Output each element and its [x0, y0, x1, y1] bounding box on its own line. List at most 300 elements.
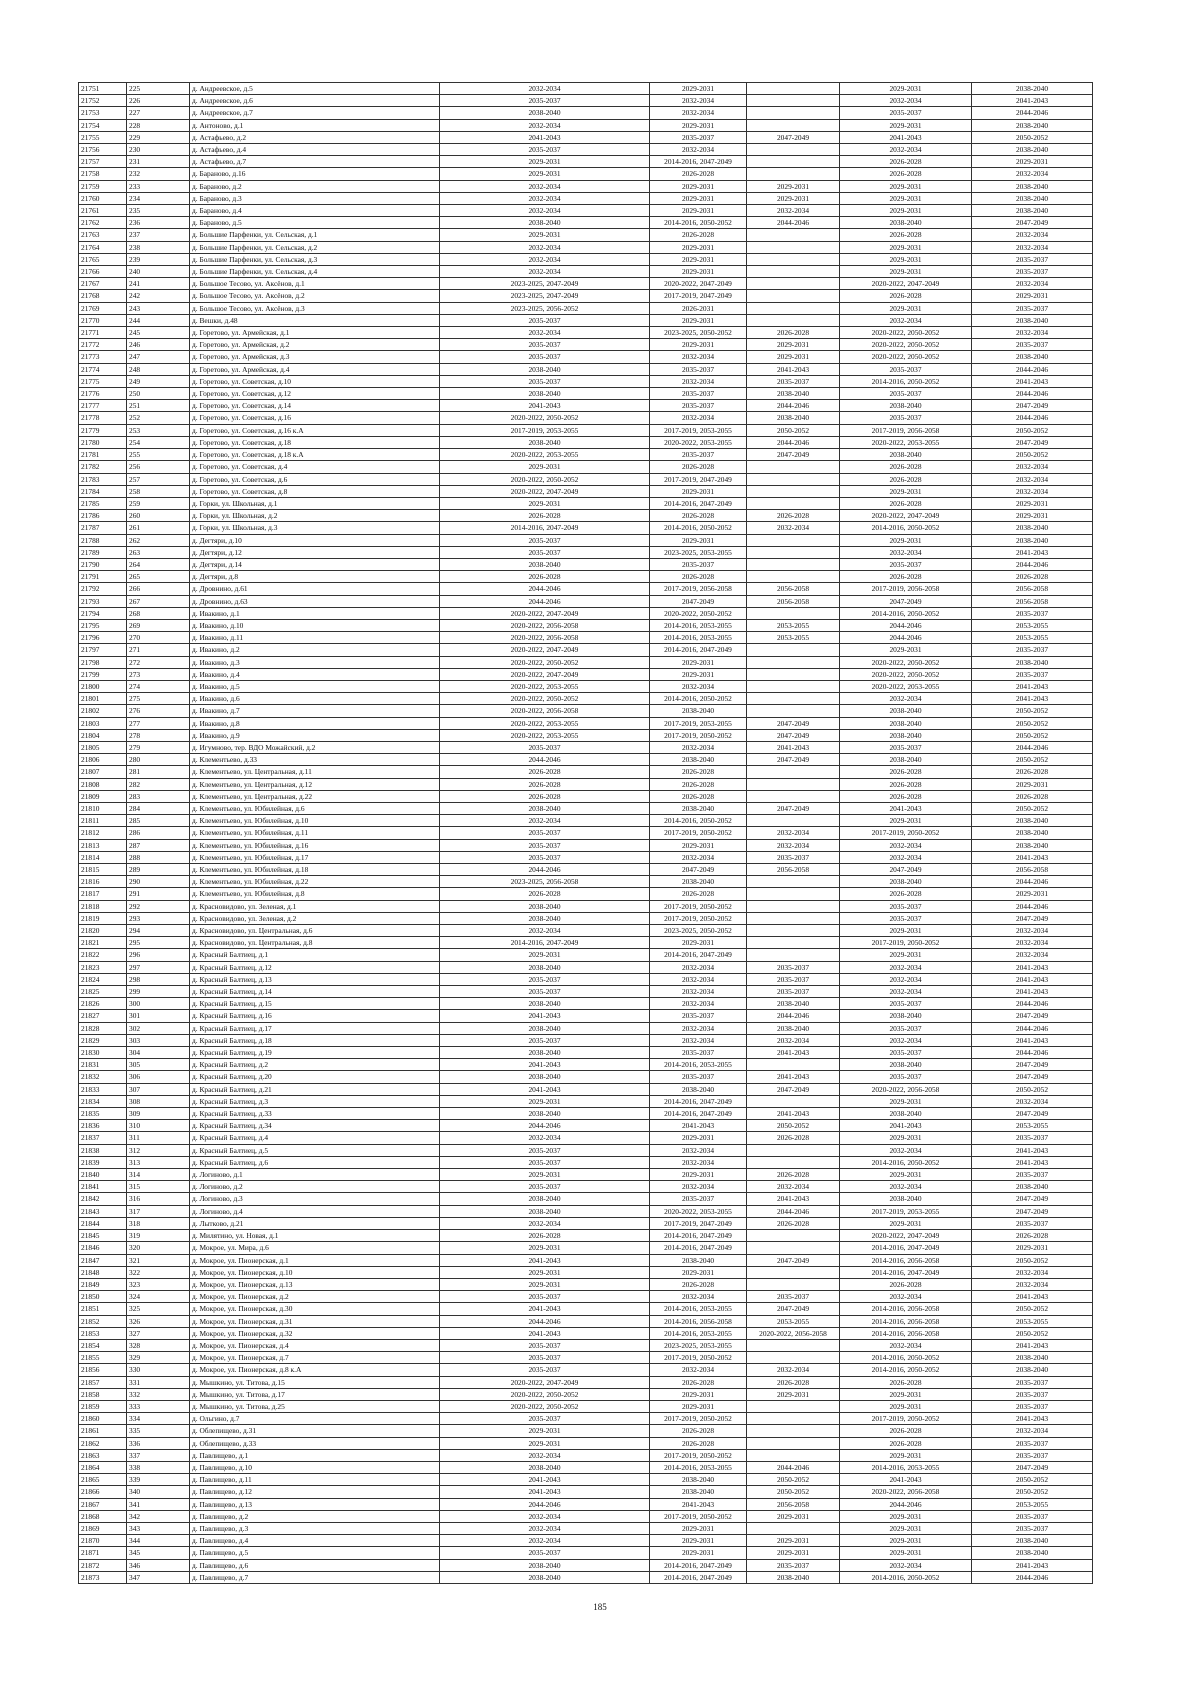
address-cell: д. Мокрое, ул. Пионерская, д.31	[190, 1315, 440, 1327]
row-number-cell: 21797	[79, 644, 127, 656]
period-3-cell: 2044-2046	[747, 217, 840, 229]
table-row	[79, 998, 1093, 1010]
row-number-cell: 21841	[79, 1181, 127, 1193]
row-number-cell: 21862	[79, 1437, 127, 1449]
period-5-cell: 2041-2043	[972, 680, 1093, 692]
address-cell: д. Горки, ул. Школьная, д.3	[190, 522, 440, 534]
period-1-cell: 2032-2034	[440, 192, 650, 204]
period-4-cell: 2032-2034	[840, 1144, 972, 1156]
period-5-cell: 2029-2031	[972, 510, 1093, 522]
table-row	[79, 1303, 1093, 1315]
period-2-cell: 2017-2019, 2047-2049	[650, 473, 747, 485]
period-4-cell: 2017-2019, 2050-2052	[840, 1413, 972, 1425]
period-4-cell: 2029-2031	[840, 302, 972, 314]
period-3-cell: 2026-2028	[747, 327, 840, 339]
period-5-cell: 2038-2040	[972, 839, 1093, 851]
row-number-cell: 21777	[79, 400, 127, 412]
period-4-cell: 2029-2031	[840, 644, 972, 656]
address-cell: д. Мокрое, ул. Пионерская, д.1	[190, 1254, 440, 1266]
period-5-cell: 2035-2037	[972, 1217, 1093, 1229]
period-3-cell: 2053-2055	[747, 1315, 840, 1327]
period-5-cell: 2041-2043	[972, 1339, 1093, 1351]
period-4-cell: 2032-2034	[840, 839, 972, 851]
period-2-cell: 2014-2016, 2047-2049	[650, 1108, 747, 1120]
period-3-cell: 2047-2049	[747, 1083, 840, 1095]
period-5-cell: 2050-2052	[972, 1254, 1093, 1266]
period-3-cell: 2044-2046	[747, 400, 840, 412]
period-4-cell: 2014-2016, 2050-2052	[840, 1364, 972, 1376]
table-row	[79, 400, 1093, 412]
period-4-cell: 2014-2016, 2050-2052	[840, 1156, 972, 1168]
period-5-cell: 2026-2028	[972, 1230, 1093, 1242]
address-cell: д. Горки, ул. Школьная, д.2	[190, 510, 440, 522]
period-1-cell: 2044-2046	[440, 583, 650, 595]
item-index-cell: 327	[127, 1327, 190, 1339]
address-cell: д. Мокрое, ул. Пионерская, д.8 к.А	[190, 1364, 440, 1376]
table-row	[79, 1266, 1093, 1278]
period-1-cell: 2020-2022, 2050-2052	[440, 1400, 650, 1412]
period-1-cell: 2020-2022, 2047-2049	[440, 1376, 650, 1388]
period-5-cell: 2047-2049	[972, 1010, 1093, 1022]
address-cell: д. Горетово, ул. Армейская, д.4	[190, 363, 440, 375]
item-index-cell: 234	[127, 192, 190, 204]
period-5-cell: 2041-2043	[972, 1413, 1093, 1425]
period-5-cell: 2029-2031	[972, 156, 1093, 168]
item-index-cell: 275	[127, 693, 190, 705]
period-3-cell	[747, 144, 840, 156]
address-cell: д. Павлищево, д.5	[190, 1547, 440, 1559]
period-1-cell: 2044-2046	[440, 1120, 650, 1132]
period-2-cell: 2029-2031	[650, 119, 747, 131]
row-number-cell: 21849	[79, 1278, 127, 1290]
period-1-cell: 2020-2022, 2050-2052	[440, 412, 650, 424]
table-row	[79, 388, 1093, 400]
period-3-cell	[747, 290, 840, 302]
period-1-cell: 2029-2031	[440, 1242, 650, 1254]
address-cell: д. Клементьево, ул. Центральная, д.22	[190, 790, 440, 802]
period-4-cell: 2020-2022, 2047-2049	[840, 1230, 972, 1242]
item-index-cell: 256	[127, 461, 190, 473]
period-1-cell: 2044-2046	[440, 1315, 650, 1327]
period-4-cell: 2020-2022, 2047-2049	[840, 510, 972, 522]
address-cell: д. Астафьево, д.4	[190, 144, 440, 156]
period-1-cell: 2035-2037	[440, 1181, 650, 1193]
period-4-cell: 2035-2037	[840, 912, 972, 924]
item-index-cell: 330	[127, 1364, 190, 1376]
period-2-cell: 2029-2031	[650, 314, 747, 326]
table-row	[79, 1376, 1093, 1388]
period-1-cell: 2035-2037	[440, 1291, 650, 1303]
row-number-cell: 21804	[79, 729, 127, 741]
period-1-cell: 2032-2034	[440, 1449, 650, 1461]
period-5-cell: 2044-2046	[972, 363, 1093, 375]
period-3-cell: 2038-2040	[747, 998, 840, 1010]
period-2-cell: 2029-2031	[650, 1169, 747, 1181]
address-cell: д. Вешки, д.48	[190, 314, 440, 326]
period-3-cell: 2032-2034	[747, 827, 840, 839]
period-2-cell: 2035-2037	[650, 449, 747, 461]
item-index-cell: 332	[127, 1388, 190, 1400]
period-1-cell: 2038-2040	[440, 1022, 650, 1034]
item-index-cell: 322	[127, 1266, 190, 1278]
address-cell: д. Логиново, д.1	[190, 1169, 440, 1181]
row-number-cell: 21815	[79, 864, 127, 876]
address-cell: д. Красный Балтиец, д.1	[190, 949, 440, 961]
period-4-cell: 2020-2022, 2056-2058	[840, 1486, 972, 1498]
period-3-cell	[747, 693, 840, 705]
item-index-cell: 237	[127, 229, 190, 241]
row-number-cell: 21768	[79, 290, 127, 302]
period-3-cell	[747, 1095, 840, 1107]
period-3-cell	[747, 485, 840, 497]
period-5-cell: 2038-2040	[972, 656, 1093, 668]
table-row	[79, 900, 1093, 912]
address-cell: д. Ольгино, д.7	[190, 1413, 440, 1425]
item-index-cell: 232	[127, 168, 190, 180]
item-index-cell: 321	[127, 1254, 190, 1266]
row-number-cell: 21865	[79, 1474, 127, 1486]
period-5-cell: 2047-2049	[972, 1108, 1093, 1120]
table-row	[79, 1120, 1093, 1132]
period-2-cell: 2038-2040	[650, 876, 747, 888]
period-5-cell: 2029-2031	[972, 497, 1093, 509]
item-index-cell: 249	[127, 375, 190, 387]
period-1-cell: 2035-2037	[440, 973, 650, 985]
table-row	[79, 1535, 1093, 1547]
item-index-cell: 294	[127, 925, 190, 937]
period-5-cell: 2032-2034	[972, 327, 1093, 339]
period-2-cell: 2029-2031	[650, 937, 747, 949]
period-2-cell: 2014-2016, 2053-2055	[650, 619, 747, 631]
period-3-cell	[747, 815, 840, 827]
row-number-cell: 21830	[79, 1047, 127, 1059]
period-3-cell: 2038-2040	[747, 412, 840, 424]
row-number-cell: 21778	[79, 412, 127, 424]
period-5-cell: 2053-2055	[972, 1315, 1093, 1327]
period-5-cell: 2038-2040	[972, 144, 1093, 156]
table-row	[79, 1083, 1093, 1095]
address-cell: д. Большие Парфенки, ул. Сельская, д.4	[190, 266, 440, 278]
item-index-cell: 271	[127, 644, 190, 656]
period-1-cell: 2020-2022, 2053-2055	[440, 717, 650, 729]
item-index-cell: 306	[127, 1071, 190, 1083]
address-cell: д. Дегтяри, д.12	[190, 546, 440, 558]
period-4-cell: 2026-2028	[840, 461, 972, 473]
period-3-cell: 2047-2049	[747, 802, 840, 814]
table-row	[79, 95, 1093, 107]
period-5-cell: 2044-2046	[972, 107, 1093, 119]
period-2-cell: 2035-2037	[650, 388, 747, 400]
period-2-cell: 2035-2037	[650, 400, 747, 412]
table-row	[79, 656, 1093, 668]
period-4-cell: 2029-2031	[840, 119, 972, 131]
period-5-cell: 2035-2037	[972, 1449, 1093, 1461]
row-number-cell: 21836	[79, 1120, 127, 1132]
row-number-cell: 21811	[79, 815, 127, 827]
table-row	[79, 1022, 1093, 1034]
item-index-cell: 317	[127, 1205, 190, 1217]
period-4-cell: 2035-2037	[840, 107, 972, 119]
period-3-cell	[747, 1425, 840, 1437]
row-number-cell: 21753	[79, 107, 127, 119]
period-3-cell: 2020-2022, 2056-2058	[747, 1327, 840, 1339]
period-2-cell: 2026-2028	[650, 571, 747, 583]
repair-schedule-table	[78, 82, 1093, 1584]
period-5-cell: 2035-2037	[972, 339, 1093, 351]
item-index-cell: 331	[127, 1376, 190, 1388]
address-cell: д. Павлищево, д.7	[190, 1571, 440, 1583]
period-2-cell: 2026-2028	[650, 168, 747, 180]
table-row	[79, 510, 1093, 522]
item-index-cell: 255	[127, 449, 190, 461]
address-cell: д. Клементьево, ул. Юбилейная, д.16	[190, 839, 440, 851]
row-number-cell: 21764	[79, 241, 127, 253]
item-index-cell: 283	[127, 790, 190, 802]
period-4-cell: 2029-2031	[840, 815, 972, 827]
period-4-cell: 2014-2016, 2053-2055	[840, 1461, 972, 1473]
item-index-cell: 311	[127, 1132, 190, 1144]
period-5-cell: 2038-2040	[972, 1547, 1093, 1559]
period-1-cell: 2035-2037	[440, 1413, 650, 1425]
address-cell: д. Дегтяри, д.10	[190, 534, 440, 546]
period-3-cell: 2035-2037	[747, 1291, 840, 1303]
period-3-cell: 2050-2052	[747, 424, 840, 436]
period-4-cell: 2041-2043	[840, 1474, 972, 1486]
period-5-cell: 2050-2052	[972, 1303, 1093, 1315]
period-5-cell: 2047-2049	[972, 400, 1093, 412]
period-5-cell: 2041-2043	[972, 851, 1093, 863]
period-3-cell: 2026-2028	[747, 1376, 840, 1388]
period-2-cell: 2026-2028	[650, 790, 747, 802]
period-2-cell: 2017-2019, 2053-2055	[650, 717, 747, 729]
period-4-cell: 2026-2028	[840, 229, 972, 241]
period-1-cell: 2029-2031	[440, 1425, 650, 1437]
period-3-cell	[747, 1242, 840, 1254]
period-5-cell: 2032-2034	[972, 1095, 1093, 1107]
row-number-cell: 21860	[79, 1413, 127, 1425]
row-number-cell: 21806	[79, 754, 127, 766]
address-cell: д. Бараново, д.2	[190, 180, 440, 192]
period-5-cell: 2032-2034	[972, 949, 1093, 961]
row-number-cell: 21856	[79, 1364, 127, 1376]
table-row	[79, 1095, 1093, 1107]
period-1-cell: 2029-2031	[440, 1266, 650, 1278]
period-5-cell: 2041-2043	[972, 961, 1093, 973]
period-3-cell: 2038-2040	[747, 1022, 840, 1034]
address-cell: д. Логиново, д.3	[190, 1193, 440, 1205]
item-index-cell: 226	[127, 95, 190, 107]
period-4-cell: 2026-2028	[840, 168, 972, 180]
item-index-cell: 334	[127, 1413, 190, 1425]
period-2-cell: 2014-2016, 2047-2049	[650, 1230, 747, 1242]
period-5-cell: 2044-2046	[972, 876, 1093, 888]
row-number-cell: 21819	[79, 912, 127, 924]
period-5-cell: 2050-2052	[972, 1083, 1093, 1095]
period-3-cell	[747, 790, 840, 802]
period-5-cell: 2044-2046	[972, 741, 1093, 753]
period-1-cell: 2029-2031	[440, 1169, 650, 1181]
row-number-cell: 21790	[79, 558, 127, 570]
table-row	[79, 241, 1093, 253]
table-row	[79, 766, 1093, 778]
row-number-cell: 21853	[79, 1327, 127, 1339]
period-5-cell: 2038-2040	[972, 1535, 1093, 1547]
table-row	[79, 1144, 1093, 1156]
period-3-cell: 2035-2037	[747, 973, 840, 985]
row-number-cell: 21863	[79, 1449, 127, 1461]
item-index-cell: 309	[127, 1108, 190, 1120]
row-number-cell: 21824	[79, 973, 127, 985]
item-index-cell: 250	[127, 388, 190, 400]
period-3-cell	[747, 1156, 840, 1168]
period-1-cell: 2035-2037	[440, 827, 650, 839]
period-1-cell: 2023-2025, 2047-2049	[440, 278, 650, 290]
item-index-cell: 239	[127, 253, 190, 265]
period-3-cell	[747, 778, 840, 790]
table-row	[79, 632, 1093, 644]
period-5-cell: 2032-2034	[972, 473, 1093, 485]
period-2-cell: 2014-2016, 2056-2058	[650, 1315, 747, 1327]
table-row	[79, 192, 1093, 204]
period-2-cell: 2038-2040	[650, 802, 747, 814]
period-2-cell: 2032-2034	[650, 741, 747, 753]
table-row	[79, 802, 1093, 814]
period-2-cell: 2029-2031	[650, 839, 747, 851]
item-index-cell: 314	[127, 1169, 190, 1181]
address-cell: д. Андреевское, д.6	[190, 95, 440, 107]
table-row	[79, 571, 1093, 583]
row-number-cell: 21828	[79, 1022, 127, 1034]
period-5-cell: 2041-2043	[972, 1559, 1093, 1571]
table-row	[79, 1108, 1093, 1120]
period-4-cell: 2035-2037	[840, 1071, 972, 1083]
row-number-cell: 21766	[79, 266, 127, 278]
period-4-cell: 2032-2034	[840, 693, 972, 705]
period-5-cell: 2026-2028	[972, 790, 1093, 802]
period-3-cell	[747, 558, 840, 570]
table-row	[79, 717, 1093, 729]
period-5-cell: 2038-2040	[972, 205, 1093, 217]
item-index-cell: 292	[127, 900, 190, 912]
period-2-cell: 2014-2016, 2053-2055	[650, 1327, 747, 1339]
item-index-cell: 280	[127, 754, 190, 766]
table-row	[79, 119, 1093, 131]
period-1-cell: 2026-2028	[440, 1230, 650, 1242]
period-5-cell: 2038-2040	[972, 827, 1093, 839]
address-cell: д. Красный Балтиец, д.14	[190, 986, 440, 998]
period-2-cell: 2017-2019, 2056-2058	[650, 583, 747, 595]
period-5-cell: 2035-2037	[972, 1376, 1093, 1388]
period-2-cell: 2032-2034	[650, 1022, 747, 1034]
period-1-cell: 2032-2034	[440, 327, 650, 339]
period-2-cell: 2032-2034	[650, 998, 747, 1010]
period-1-cell: 2041-2043	[440, 400, 650, 412]
period-1-cell: 2017-2019, 2053-2055	[440, 424, 650, 436]
period-3-cell: 2038-2040	[747, 388, 840, 400]
row-number-cell: 21829	[79, 1034, 127, 1046]
period-3-cell: 2050-2052	[747, 1486, 840, 1498]
table-row	[79, 1364, 1093, 1376]
period-5-cell: 2050-2052	[972, 449, 1093, 461]
period-3-cell: 2032-2034	[747, 839, 840, 851]
address-cell: д. Горки, ул. Школьная, д.1	[190, 497, 440, 509]
row-number-cell: 21752	[79, 95, 127, 107]
table-row	[79, 1449, 1093, 1461]
period-1-cell: 2038-2040	[440, 1193, 650, 1205]
table-row	[79, 1388, 1093, 1400]
period-5-cell: 2032-2034	[972, 1425, 1093, 1437]
row-number-cell: 21769	[79, 302, 127, 314]
period-2-cell: 2017-2019, 2050-2052	[650, 900, 747, 912]
period-5-cell: 2044-2046	[972, 388, 1093, 400]
table-row	[79, 205, 1093, 217]
period-1-cell: 2038-2040	[440, 998, 650, 1010]
row-number-cell: 21847	[79, 1254, 127, 1266]
period-4-cell: 2032-2034	[840, 986, 972, 998]
period-1-cell: 2029-2031	[440, 1095, 650, 1107]
period-2-cell: 2032-2034	[650, 986, 747, 998]
period-2-cell: 2020-2022, 2053-2055	[650, 436, 747, 448]
item-index-cell: 324	[127, 1291, 190, 1303]
table-row	[79, 412, 1093, 424]
address-cell: д. Красный Балтиец, д.33	[190, 1108, 440, 1120]
item-index-cell: 320	[127, 1242, 190, 1254]
period-3-cell	[747, 912, 840, 924]
period-4-cell: 2032-2034	[840, 1181, 972, 1193]
period-2-cell: 2029-2031	[650, 1266, 747, 1278]
period-4-cell: 2029-2031	[840, 266, 972, 278]
table-row	[79, 1156, 1093, 1168]
address-cell: д. Бараново, д.4	[190, 205, 440, 217]
item-index-cell: 225	[127, 83, 190, 95]
period-5-cell: 2047-2049	[972, 912, 1093, 924]
period-5-cell: 2044-2046	[972, 412, 1093, 424]
period-2-cell: 2014-2016, 2050-2052	[650, 815, 747, 827]
period-4-cell: 2017-2019, 2053-2055	[840, 1205, 972, 1217]
address-cell: д. Красный Балтиец, д.15	[190, 998, 440, 1010]
row-number-cell: 21835	[79, 1108, 127, 1120]
period-5-cell: 2035-2037	[972, 266, 1093, 278]
period-2-cell: 2014-2016, 2047-2049	[650, 1242, 747, 1254]
row-number-cell: 21782	[79, 461, 127, 473]
period-1-cell: 2026-2028	[440, 778, 650, 790]
period-3-cell	[747, 168, 840, 180]
period-2-cell: 2032-2034	[650, 412, 747, 424]
row-number-cell: 21861	[79, 1425, 127, 1437]
period-4-cell: 2029-2031	[840, 1388, 972, 1400]
period-1-cell: 2014-2016, 2047-2049	[440, 937, 650, 949]
address-cell: д. Красный Балтиец, д.3	[190, 1095, 440, 1107]
period-1-cell: 2029-2031	[440, 156, 650, 168]
period-3-cell: 2044-2046	[747, 436, 840, 448]
period-3-cell	[747, 571, 840, 583]
table-row	[79, 1400, 1093, 1412]
period-3-cell: 2029-2031	[747, 180, 840, 192]
address-cell: д. Клементьево, ул. Центральная, д.12	[190, 778, 440, 790]
address-cell: д. Красный Балтиец, д.19	[190, 1047, 440, 1059]
period-1-cell: 2035-2037	[440, 95, 650, 107]
period-3-cell	[747, 1437, 840, 1449]
period-1-cell: 2041-2043	[440, 1083, 650, 1095]
address-cell: д. Павлищево, д.13	[190, 1498, 440, 1510]
period-3-cell	[747, 1266, 840, 1278]
period-5-cell: 2056-2058	[972, 595, 1093, 607]
period-1-cell: 2044-2046	[440, 595, 650, 607]
period-3-cell: 2047-2049	[747, 449, 840, 461]
period-4-cell: 2017-2019, 2050-2052	[840, 937, 972, 949]
period-1-cell: 2032-2034	[440, 205, 650, 217]
period-5-cell: 2032-2034	[972, 241, 1093, 253]
